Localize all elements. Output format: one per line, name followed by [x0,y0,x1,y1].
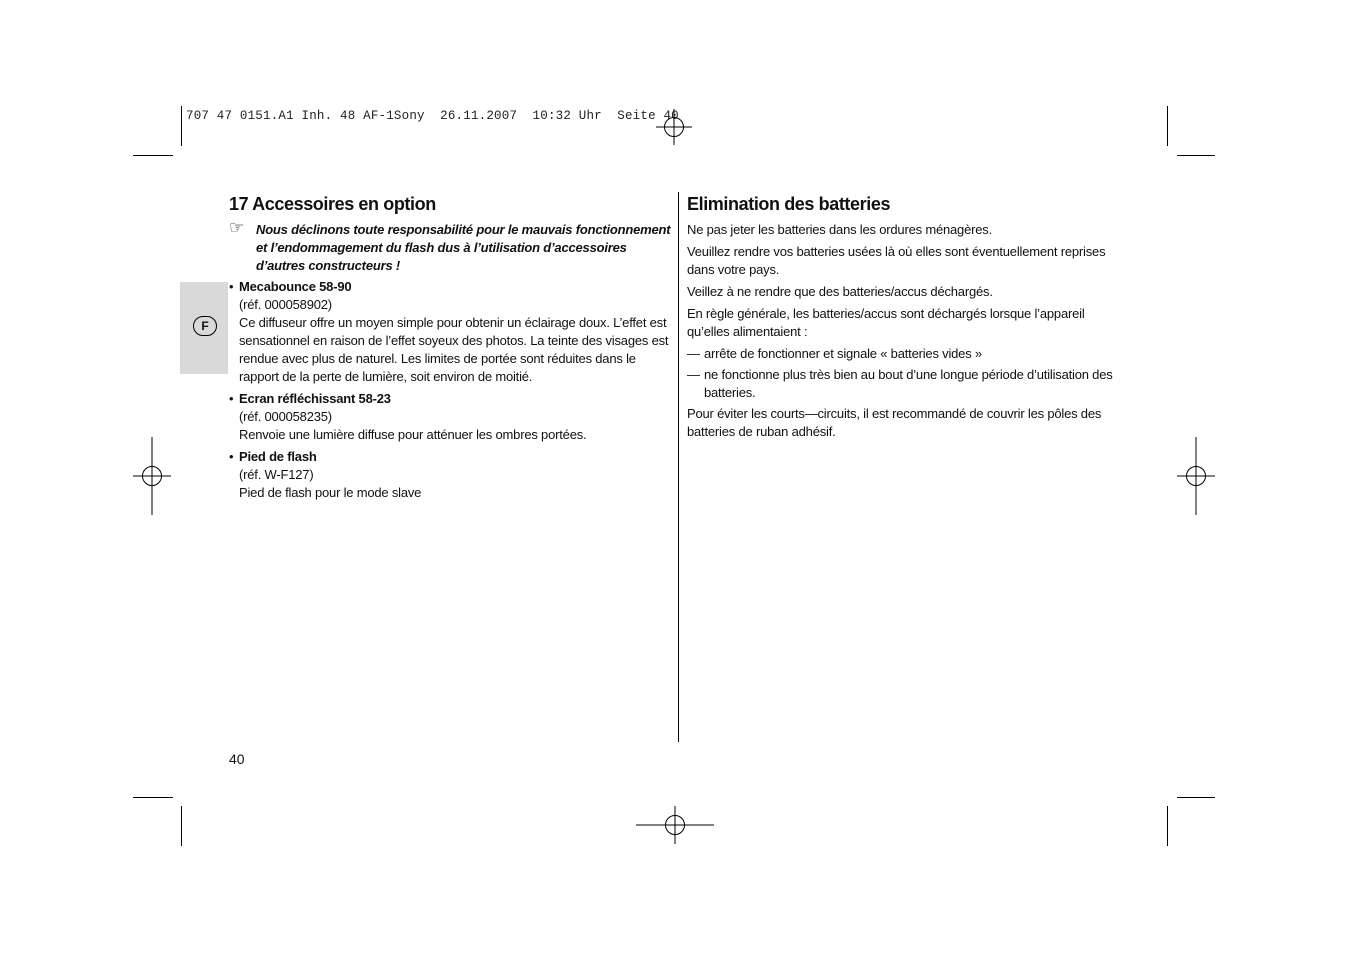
disclaimer-note [229,218,671,275]
paragraph: En règle générale, les batteries/accus sont déchargés lorsque l’appareil qu’elles alimentaient : [687,306,1085,339]
accessory-description: Pied de flash pour le mode slave [239,485,422,500]
registration-mark-icon [636,806,714,844]
registration-mark-icon [1177,437,1215,515]
accessory-item: • Pied de flash (réf. W-F127) Pied de flash pour le mode slave [229,448,671,502]
battery-disposal-heading: Elimination des batteries [687,194,891,214]
accessory-ref: (réf. W-F127) [239,467,314,482]
accessory-description: Renvoie une lumière diffuse pour atténuer les ombres portées. [239,427,587,442]
accessory-name: Pied de flash [239,449,317,464]
pointing-hand-icon: ☞ [229,218,245,237]
dash-list-item: — ne fonctionne plus très bien au bout d’une longue période d’utilisation des batteries. [687,367,1113,400]
registration-mark-icon [656,109,692,145]
column-divider [678,192,679,742]
accessory-name: Ecran réfléchissant 58-23 [239,391,391,406]
accessory-ref: (réf. 000058902) [239,297,332,312]
registration-mark-icon [133,437,171,515]
accessory-item: • Mecabounce 58-90 (réf. 000058902) Ce diffuseur offre un moyen simple pour obtenir un éclairage doux. L’effet est sensationnel en raison de l’effet soyeux des photos. La teinte des visages est rendue avec plus de naturel. Les limites de portée sont réduites dans le rapport de la perte de lumière, soit environ de moitié. [229,278,671,386]
right-column [687,192,1127,445]
accessories-heading: 17 Accessoires en option [229,194,436,214]
dash-list-item: — arrête de fonctionner et signale « batteries vides » [687,346,982,361]
accessory-ref: (réf. 000058235) [239,409,332,424]
accessory-item: • Ecran réfléchissant 58-23 (réf. 000058235) Renvoie une lumière diffuse pour atténuer les ombres portées. [229,390,671,444]
language-tab-label: F [193,316,217,336]
page-number: 40 [229,751,245,767]
paragraph: Pour éviter les courts—circuits, il est recommandé de couvrir les pôles des batteries de ruban adhésif. [687,406,1102,439]
left-column [229,192,671,506]
print-slug: 707 47 0151.A1 Inh. 48 AF-1Sony 26.11.2007 10:32 Uhr Seite 40 [186,109,679,123]
disclaimer-text: Nous déclinons toute responsabilité pour le mauvais fonctionnement et l’endommagement du flash dus à l’utilisation d’accessoires d’autres constructeurs ! [256,222,671,273]
accessory-name: Mecabounce 58-90 [239,279,352,294]
paragraph: Ne pas jeter les batteries dans les ordures ménagères. [687,222,992,237]
accessory-description: Ce diffuseur offre un moyen simple pour obtenir un éclairage doux. L’effet est sensationnel en raison de l’effet soyeux des photos. La teinte des visages est rendue avec plus de naturel. Les limites de portée sont réduites dans le rapport de la perte de lumière, soit environ de moitié. [239,315,669,384]
paragraph: Veuillez rendre vos batteries usées là où elles sont éventuellement reprises dans votre pays. [687,244,1106,277]
paragraph: Veillez à ne rendre que des batteries/accus déchargés. [687,284,993,299]
